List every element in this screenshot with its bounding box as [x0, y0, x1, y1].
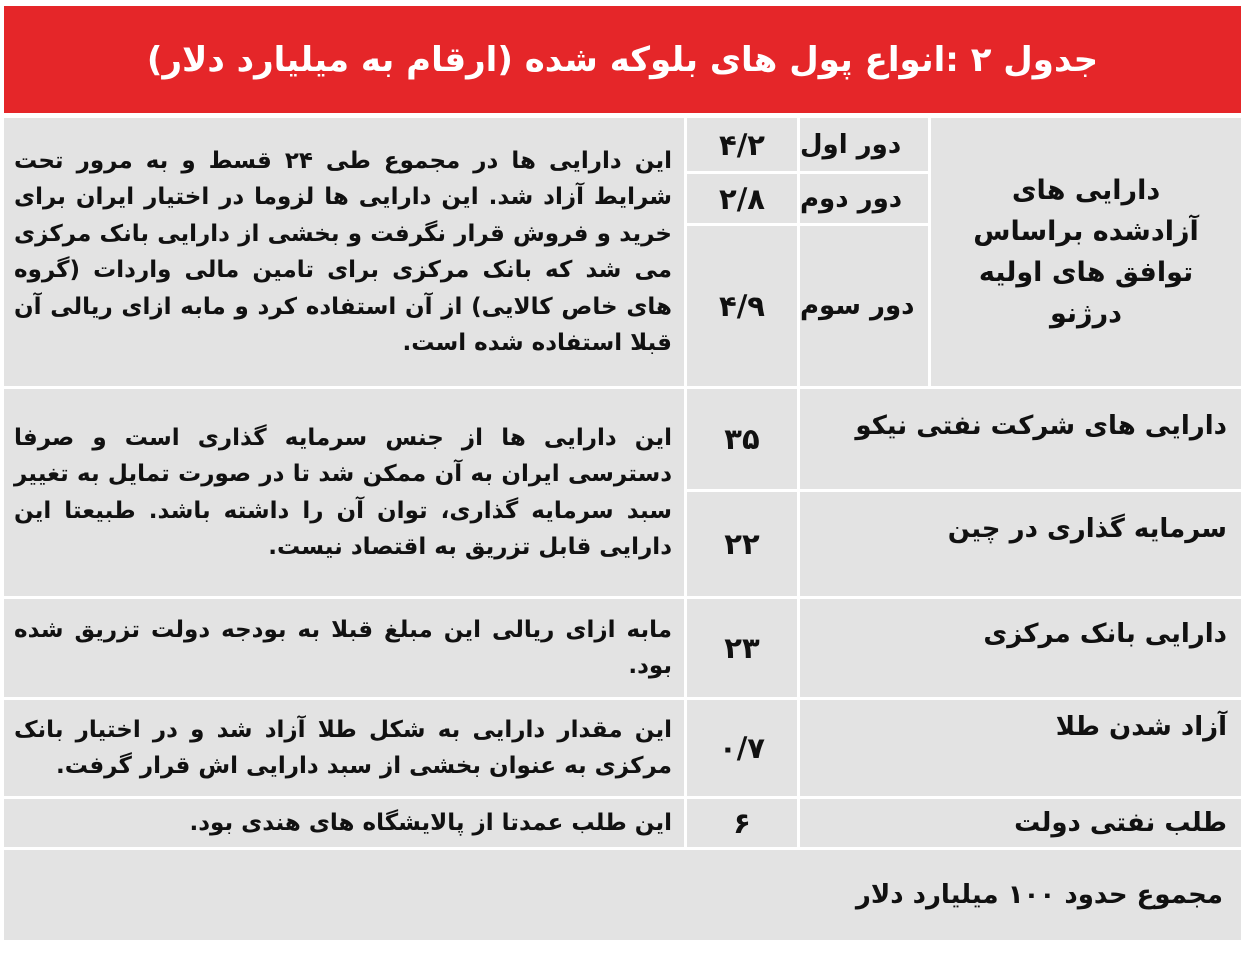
grid-line — [687, 171, 931, 174]
category-nico: دارایی های شرکت نفتی نیکو — [855, 411, 1227, 441]
round-1-value: ۴/۲ — [719, 127, 765, 162]
grid-line — [4, 796, 1241, 799]
central-bank-description: مابه ازای ریالی این مبلغ قبلا به بودجه دولت تزریق شده بود. — [14, 616, 672, 679]
category-china-investment: سرمایه گذاری در چین — [947, 514, 1227, 544]
value-oil-receivables: ۶ — [733, 806, 751, 840]
gold-description: این مقدار دارایی به شکل طلا آزاد شد و در اختیار بانک مرکزی به عنوان بخشی از سبد دارایی اش قرار گرفت. — [14, 716, 672, 779]
grid-line — [4, 386, 1241, 389]
grid-line — [928, 118, 931, 386]
value-gold: ۰/۷ — [719, 731, 765, 765]
round-2-label: دور دوم — [800, 183, 903, 214]
grid-line — [4, 847, 1241, 850]
category-released-assets-label: دارایی های آزادشده براساس توافق های اولیه درژنو — [973, 175, 1199, 329]
value-nico: ۳۵ — [724, 422, 760, 456]
category-central-bank: دارایی بانک مرکزی — [983, 619, 1227, 649]
released-assets-description: این دارایی ها در مجموع طی ۲۴ قسط و به مرور تحت شرایط آزاد شد. این دارایی ها لزوما در اختیار ایران برای خرید و فروش قرار نگرفت و بخشی از دارایی بانک مرکزی می شد که بانک مرکزی برای تامین مالی واردات (گروه های خاص کالایی) از آن استفاده کرد و مابه ازای ریالی آن قبلا استفاده شده است. — [14, 147, 672, 356]
round-2-value: ۲/۸ — [719, 181, 765, 216]
grid-line — [4, 113, 1241, 118]
round-1-label: دور اول — [800, 129, 902, 160]
table-frame — [4, 6, 1241, 940]
grid-line — [4, 596, 1241, 599]
value-china-investment: ۲۲ — [724, 527, 760, 561]
oil-receivables-description: این طلب عمدتا از پالایشگاه های هندی بود. — [189, 809, 672, 836]
table-title: جدول ۲ :انواع پول های بلوکه شده (ارقام به میلیارد دلار) — [146, 39, 1099, 80]
category-gold: آزاد شدن طلا — [1055, 712, 1227, 742]
grid-line — [687, 223, 931, 226]
round-3-value: ۴/۹ — [719, 289, 765, 323]
grid-line — [684, 118, 687, 847]
grid-line — [687, 489, 1241, 492]
table-total: مجموع حدود ۱۰۰ میلیارد دلار — [855, 880, 1223, 910]
category-oil-receivables: طلب نفتی دولت — [1014, 808, 1227, 838]
category-released-assets — [931, 118, 1241, 386]
round-3-label: دور سوم — [800, 291, 915, 321]
value-central-bank: ۲۳ — [724, 631, 760, 665]
grid-line — [797, 118, 800, 847]
investment-assets-description: این دارایی ها از جنس سرمایه گذاری است و صرفا دسترسی ایران به آن ممکن شد تا در صورت تمایل به تغییر سبد سرمایه گذاری، توان آن را داشته باشد. طبیعتا این دارایی قابل تزریق به اقتصاد نیست. — [14, 424, 672, 560]
grid-line — [4, 697, 1241, 700]
table-header — [4, 6, 1241, 113]
